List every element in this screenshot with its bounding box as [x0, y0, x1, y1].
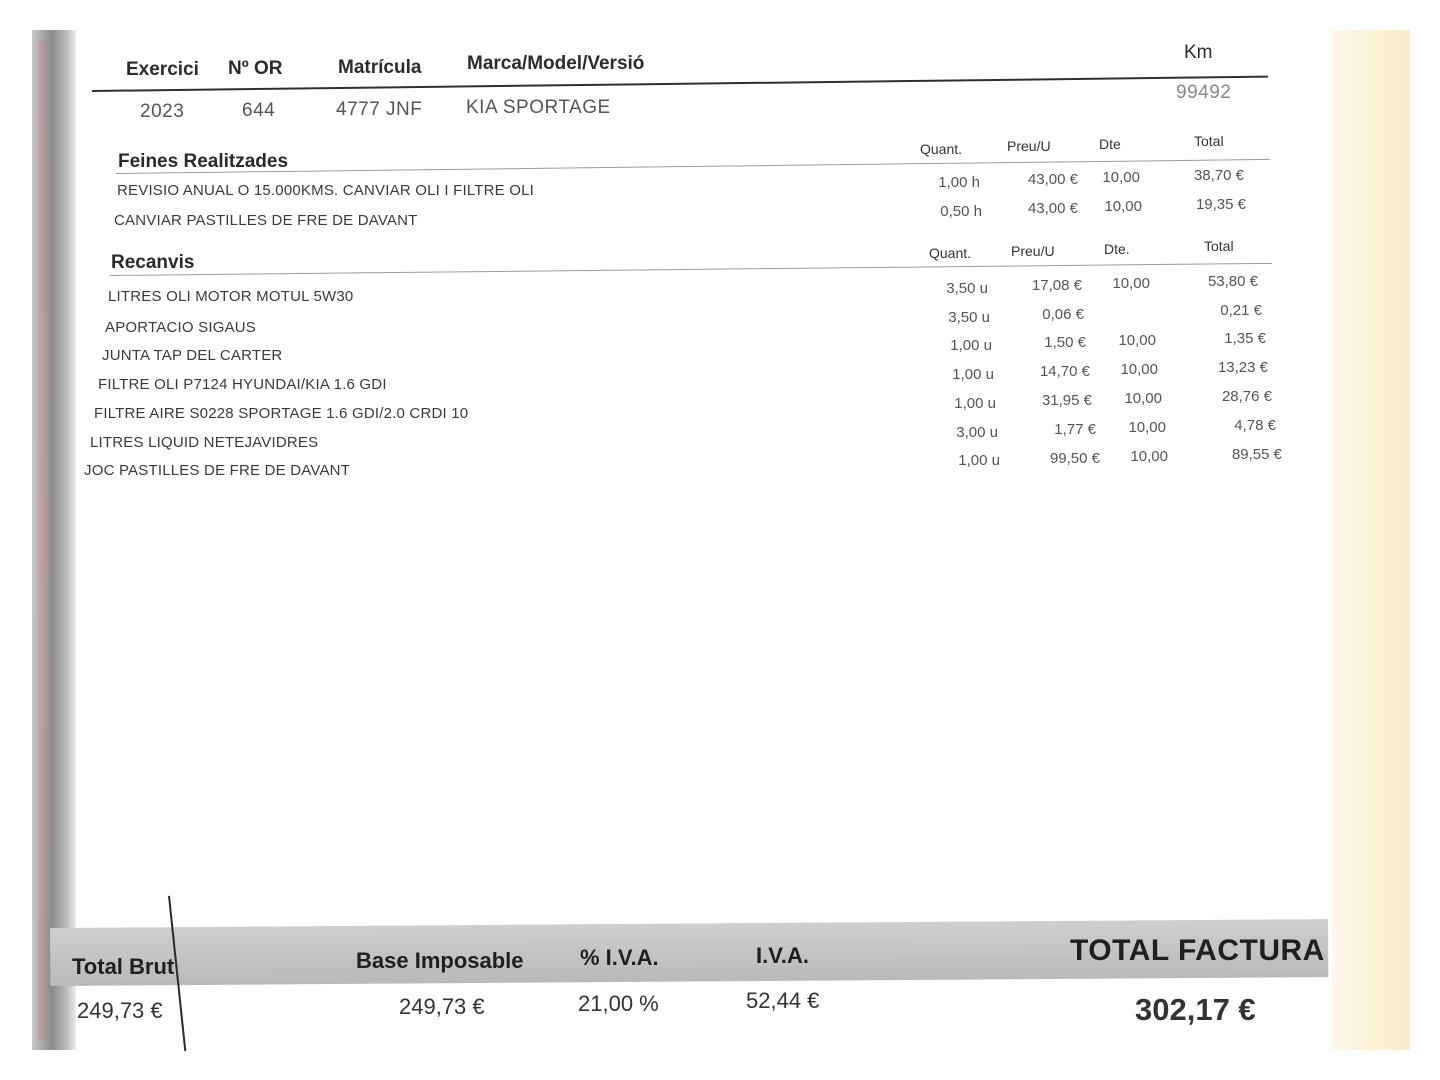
recanvis-preu: 17,08 € — [1031, 277, 1082, 294]
feines-quant: 1,00 h — [938, 174, 980, 191]
recanvis-desc: JOC PASTILLES DE FRE DE DAVANT — [84, 462, 351, 479]
value-total-factura: 302,17 € — [1135, 992, 1256, 1027]
value-total-brut: 249,73 € — [77, 998, 163, 1023]
recanvis-dte: 10,00 — [1112, 275, 1150, 292]
recanvis-dte: 10,00 — [1128, 419, 1166, 436]
recanvis-quant: 1,00 u — [958, 452, 1000, 469]
section-title-recanvis: Recanvis — [111, 252, 195, 273]
feines-total: 19,35 € — [1195, 196, 1246, 213]
recanvis-quant: 1,00 u — [952, 366, 994, 383]
label-iva: I.V.A. — [756, 943, 809, 968]
label-total-brut: Total Brut — [72, 954, 175, 979]
recanvis-quant: 1,00 u — [950, 337, 992, 354]
recanvis-preu: 0,06 € — [1042, 306, 1084, 323]
feines-preu: 43,00 € — [1027, 200, 1078, 217]
feines-preu: 43,00 € — [1027, 171, 1078, 188]
recanvis-quant: 1,00 u — [954, 395, 996, 412]
value-base-imposable: 249,73 € — [399, 994, 485, 1019]
recanvis-desc: LITRES OLI MOTOR MOTUL 5W30 — [108, 288, 354, 305]
recanvis-col-preu: Preu/U — [1011, 243, 1055, 259]
section-title-feines: Feines Realitzades — [118, 151, 289, 172]
recanvis-total: 13,23 € — [1217, 359, 1268, 376]
feines-dte: 10,00 — [1102, 169, 1140, 186]
recanvis-desc: LITRES LIQUID NETEJAVIDRES — [90, 434, 319, 451]
feines-col-preu: Preu/U — [1007, 138, 1051, 154]
recanvis-total: 4,78 € — [1234, 417, 1276, 434]
value-pct-iva: 21,00 % — [578, 991, 659, 1016]
recanvis-preu: 1,77 € — [1054, 421, 1096, 438]
recanvis-col-dte: Dte. — [1104, 241, 1130, 257]
label-base-imposable: Base Imposable — [356, 948, 524, 973]
recanvis-total: 53,80 € — [1207, 273, 1258, 290]
recanvis-desc: APORTACIO SIGAUS — [105, 319, 257, 336]
recanvis-total: 0,21 € — [1220, 302, 1262, 319]
recanvis-quant: 3,50 u — [948, 309, 990, 326]
feines-col-dte: Dte — [1099, 136, 1121, 152]
recanvis-desc: JUNTA TAP DEL CARTER — [102, 347, 283, 364]
value-marca-model: KIA SPORTAGE — [466, 97, 611, 118]
recanvis-preu: 1,50 € — [1044, 334, 1086, 351]
recanvis-preu: 14,70 € — [1039, 363, 1090, 380]
label-exercici: Exercici — [126, 59, 199, 80]
recanvis-total: 1,35 € — [1224, 330, 1266, 347]
recanvis-desc: FILTRE OLI P7124 HYUNDAI/KIA 1.6 GDI — [98, 376, 387, 393]
value-num-or: 644 — [242, 100, 276, 121]
feines-desc: CANVIAR PASTILLES DE FRE DE DAVANT — [114, 212, 418, 229]
recanvis-preu: 31,95 € — [1041, 392, 1092, 409]
recanvis-desc: FILTRE AIRE S0228 SPORTAGE 1.6 GDI/2.0 CRDI 10 — [94, 405, 469, 422]
feines-total: 38,70 € — [1193, 167, 1244, 184]
value-matricula: 4777 JNF — [336, 99, 423, 120]
value-iva: 52,44 € — [746, 988, 820, 1013]
recanvis-col-total: Total — [1204, 238, 1234, 254]
recanvis-dte: 10,00 — [1118, 332, 1156, 349]
recanvis-quant: 3,00 u — [956, 424, 998, 441]
recanvis-dte: 10,00 — [1124, 390, 1162, 407]
recanvis-dte: 10,00 — [1130, 448, 1168, 465]
value-km: 99492 — [1176, 82, 1232, 103]
label-marca-model: Marca/Model/Versió — [467, 53, 645, 74]
label-km: Km — [1184, 42, 1213, 63]
feines-quant: 0,50 h — [940, 203, 982, 220]
recanvis-dte: 10,00 — [1120, 361, 1158, 378]
feines-col-quant: Quant. — [920, 141, 963, 157]
recanvis-total: 28,76 € — [1221, 388, 1272, 405]
recanvis-col-quant: Quant. — [929, 245, 972, 261]
label-pct-iva: % I.V.A. — [580, 945, 659, 970]
recanvis-preu: 99,50 € — [1049, 450, 1100, 467]
recanvis-quant: 3,50 u — [946, 280, 988, 297]
value-exercici: 2023 — [140, 101, 185, 122]
feines-col-total: Total — [1194, 133, 1224, 149]
feines-dte: 10,00 — [1104, 198, 1142, 215]
recanvis-total: 89,55 € — [1231, 446, 1282, 463]
feines-desc: REVISIO ANUAL O 15.000KMS. CANVIAR OLI I FILTRE OLI — [117, 182, 535, 199]
label-num-or: Nº OR — [228, 58, 283, 79]
label-matricula: Matrícula — [338, 57, 422, 78]
label-total-factura: TOTAL FACTURA — [1070, 934, 1325, 967]
